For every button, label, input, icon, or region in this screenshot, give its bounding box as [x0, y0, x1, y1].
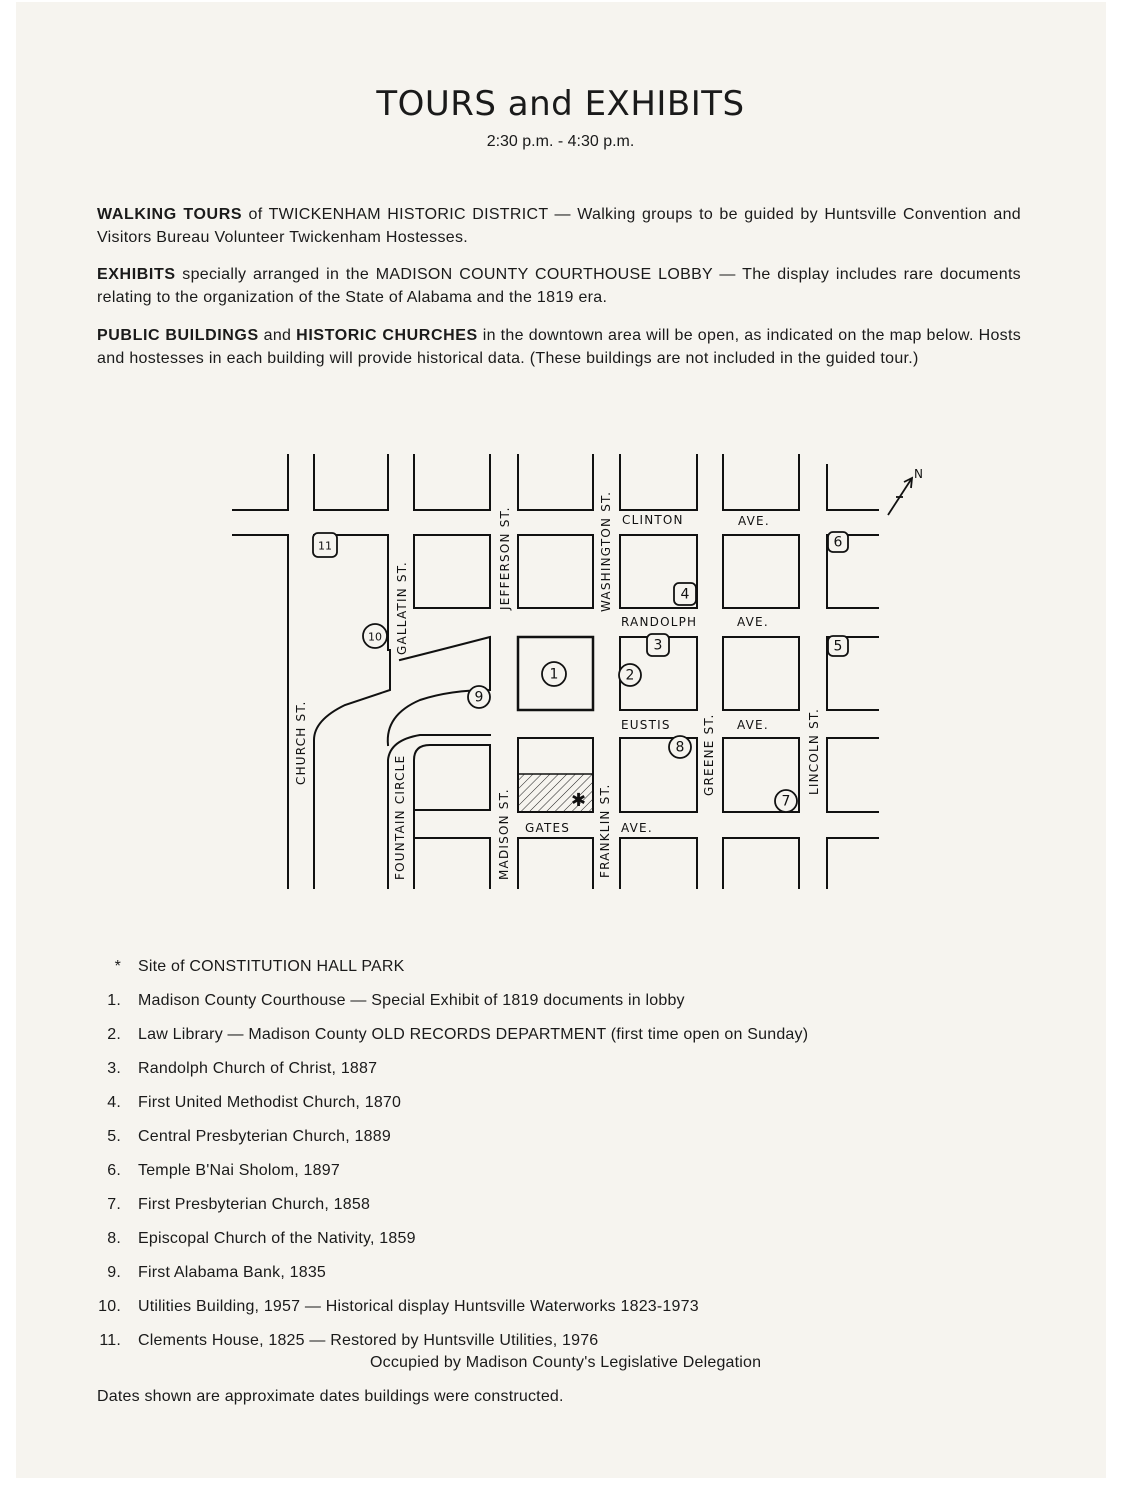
- legend-item-number: *: [114, 958, 121, 975]
- map-marker-3: [647, 634, 669, 656]
- legend-item-number: 6.: [107, 1162, 121, 1179]
- map-block: [233, 535, 288, 888]
- map-block: [827, 465, 878, 510]
- map-block: [233, 455, 288, 510]
- map-block: [414, 745, 490, 888]
- marker-number: 2: [625, 667, 635, 684]
- street-greene: GREENE ST.: [702, 713, 716, 796]
- legend-item-text: Site of CONSTITUTION HALL PARK: [138, 958, 405, 975]
- legend-item: [97, 989, 997, 1023]
- site-star-icon: ✱: [571, 790, 587, 810]
- marker-number: 1: [549, 666, 559, 683]
- walking-tours-text: of TWICKENHAM HISTORIC DISTRICT — Walking groups to be guided by Huntsville Convention and Visitors Bureau Volunteer Twickenham Hostesses.: [97, 206, 1021, 246]
- street-church: CHURCH ST.: [294, 700, 308, 785]
- map-marker-1: [542, 662, 566, 686]
- map-block: [620, 838, 697, 888]
- legend-item-text: Clements House, 1825 — Restored by Huntsville Utilities, 1976: [138, 1332, 599, 1349]
- street-fountain-circle: FOUNTAIN CIRCLE: [393, 754, 407, 880]
- page-title: TOURS and EXHIBITS: [376, 84, 745, 124]
- map-marker-5: [828, 636, 848, 656]
- legend-item-text: Law Library — Madison County OLD RECORDS DEPARTMENT (first time open on Sunday): [138, 1026, 809, 1043]
- legend-item: [97, 1295, 997, 1329]
- map-block: [414, 535, 490, 608]
- map-marker-10: [363, 624, 387, 648]
- legend-item-text: First Presbyterian Church, 1858: [138, 1196, 371, 1213]
- footer-note: Dates shown are approximate dates buildings were constructed.: [97, 1388, 564, 1405]
- walking-tours-paragraph: [97, 203, 1021, 249]
- street-franklin: FRANKLIN ST.: [598, 783, 612, 878]
- legend-list: [97, 955, 997, 1371]
- street-gallatin: GALLATIN ST.: [395, 561, 409, 655]
- map-block: [414, 838, 490, 888]
- marker-number: 6: [833, 534, 843, 551]
- legend-item: [97, 1329, 997, 1371]
- map-marker-9: [468, 686, 490, 708]
- legend-item: [97, 1023, 997, 1057]
- map-block: [314, 650, 390, 888]
- legend-item-number: 7.: [107, 1196, 121, 1213]
- street-eustis: EUSTIS: [621, 718, 671, 732]
- street-clinton-ave: AVE.: [738, 514, 770, 528]
- legend-item-number: 1.: [107, 992, 121, 1009]
- street-washington: WASHINGTON ST.: [599, 490, 613, 612]
- legend-item: [97, 1261, 997, 1295]
- street-gates: GATES: [525, 821, 571, 835]
- exhibits-text: specially arranged in the MADISON COUNTY COURTHOUSE LOBBY — The display includes rare documents relating to the organization of the State of Alabama and the 1819 era.: [97, 266, 1021, 306]
- map-block: [723, 637, 799, 710]
- legend-item: [97, 1159, 997, 1193]
- legend-item-text: Temple B'Nai Sholom, 1897: [138, 1162, 340, 1179]
- marker-number: 8: [675, 739, 685, 756]
- map-block: [518, 535, 593, 608]
- north-label: N: [914, 467, 925, 481]
- map-block: [723, 838, 799, 888]
- legend-item-number: 9.: [107, 1264, 121, 1281]
- walking-tours-heading: WALKING TOURS: [97, 206, 243, 223]
- street-randolph: RANDOLPH: [621, 615, 698, 629]
- street-randolph-ave: AVE.: [737, 615, 769, 629]
- legend-item-number: 10.: [98, 1298, 121, 1315]
- map-block: [827, 838, 878, 888]
- street-lincoln: LINCOLN ST.: [807, 707, 821, 795]
- legend-item-text: Randolph Church of Christ, 1887: [138, 1060, 378, 1077]
- downtown-map: [230, 450, 925, 895]
- legend-item-text: Central Presbyterian Church, 1889: [138, 1128, 391, 1145]
- marker-number: 10: [368, 630, 382, 644]
- public-buildings-heading: PUBLIC BUILDINGS: [97, 327, 259, 344]
- legend-item-text: First Alabama Bank, 1835: [138, 1264, 327, 1281]
- map-block: [620, 455, 697, 510]
- public-buildings-and: and: [258, 327, 297, 344]
- event-time: 2:30 p.m. - 4:30 p.m.: [486, 133, 635, 150]
- map-block: [518, 455, 593, 510]
- legend-item-text: Episcopal Church of the Nativity, 1859: [138, 1230, 416, 1247]
- map-marker-4: [674, 583, 696, 605]
- map-marker-6: [828, 532, 848, 552]
- legend-item-text: Utilities Building, 1957 — Historical display Huntsville Waterworks 1823-1973: [138, 1298, 699, 1315]
- map-marker-8: [669, 736, 691, 758]
- map-block: [518, 838, 593, 888]
- map-marker-7: [775, 790, 797, 812]
- street-madison: MADISON ST.: [497, 788, 511, 880]
- street-gates-ave: AVE.: [621, 821, 653, 835]
- legend-item-number: 5.: [107, 1128, 121, 1145]
- map-marker-2: [619, 664, 641, 686]
- map-marker-11: [313, 533, 337, 557]
- legend-item-text-continued: Occupied by Madison County's Legislative Delegation: [370, 1354, 762, 1371]
- map-block: [414, 455, 490, 510]
- legend-item: [97, 1227, 997, 1261]
- marker-number: 7: [781, 793, 791, 810]
- legend-item-text: Madison County Courthouse — Special Exhibit of 1819 documents in lobby: [138, 992, 685, 1009]
- marker-number: 3: [653, 637, 663, 654]
- legend-item-number: 4.: [107, 1094, 121, 1111]
- marker-number: 9: [474, 689, 484, 706]
- legend-item-number: 2.: [107, 1026, 121, 1043]
- exhibits-heading: EXHIBITS: [97, 266, 176, 283]
- legend-item-number: 11.: [99, 1332, 121, 1349]
- legend-item: [97, 1193, 997, 1227]
- legend-item: [97, 955, 997, 989]
- legend-item-number: 8.: [107, 1230, 121, 1247]
- marker-number: 5: [833, 638, 843, 655]
- legend-item-number: 3.: [107, 1060, 121, 1077]
- map-block: [827, 738, 878, 812]
- legend-item: [97, 1091, 997, 1125]
- public-buildings-paragraph: [97, 324, 1021, 370]
- legend-item: [97, 1057, 997, 1091]
- exhibits-paragraph: [97, 263, 1021, 309]
- map-block: [314, 455, 388, 510]
- legend-item-text: First United Methodist Church, 1870: [138, 1094, 402, 1111]
- map-block: [723, 455, 799, 510]
- street-clinton: CLINTON: [622, 513, 684, 527]
- legend-item: [97, 1125, 997, 1159]
- marker-number: 11: [318, 539, 332, 553]
- map-block: [723, 535, 799, 608]
- street-jefferson: JEFFERSON ST.: [498, 506, 512, 610]
- marker-number: 4: [680, 586, 690, 603]
- street-eustis-ave: AVE.: [737, 718, 769, 732]
- historic-churches-heading: HISTORIC CHURCHES: [296, 327, 478, 344]
- public-buildings-text: in the downtown area will be open, as indicated on the map below. Hosts and hostesses in each building will provide historical data. (These buildings are not included in the guided tour.): [97, 327, 1022, 367]
